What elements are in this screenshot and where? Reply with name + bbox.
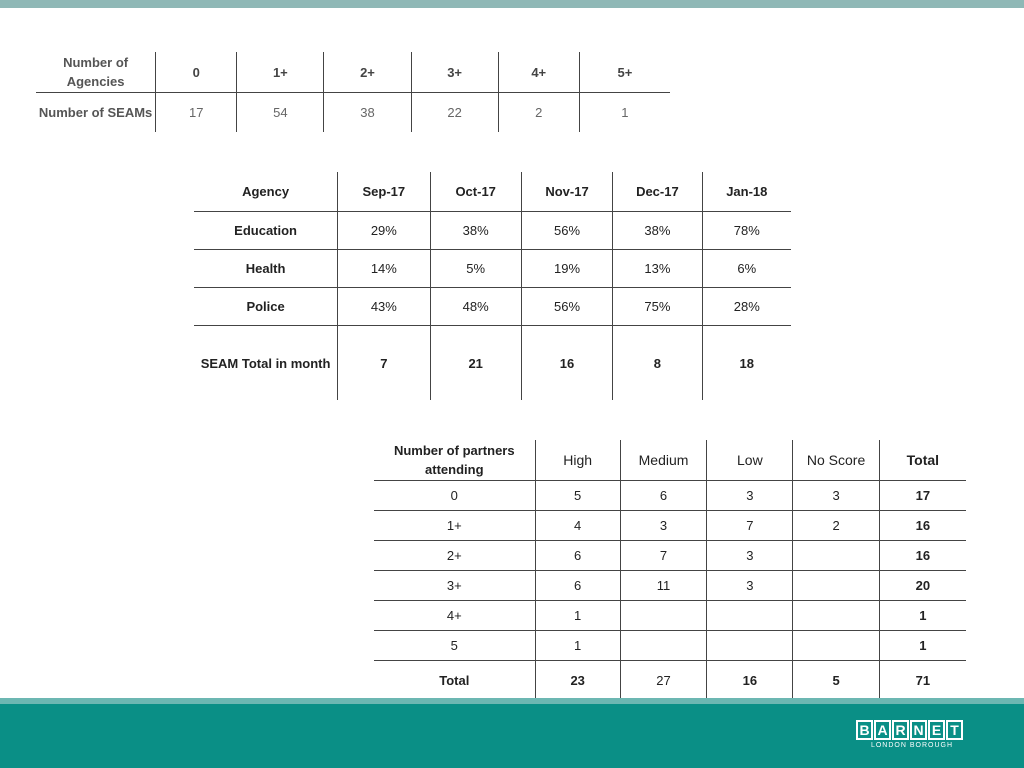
row-label: 5 [374, 631, 535, 661]
table-cell: 1 [879, 601, 966, 631]
table-row [374, 571, 966, 601]
table-cell: 56% [521, 212, 612, 250]
table-row [374, 541, 966, 571]
table-total-row [374, 661, 966, 700]
logo-letter: A [874, 720, 891, 740]
table-cell: 78% [702, 212, 791, 250]
table-cell: 17 [156, 93, 237, 133]
table-row [374, 601, 966, 631]
column-header: 5+ [579, 52, 670, 93]
row-header-agencies: Number of Agencies [36, 52, 156, 93]
logo-subtitle: LONDON BOROUGH [870, 742, 954, 749]
logo-letter: T [946, 720, 963, 740]
table-cell: 75% [613, 288, 702, 326]
column-header: Sep-17 [338, 172, 430, 212]
column-header: Nov-17 [521, 172, 612, 212]
table-row [374, 481, 966, 511]
table-cell: 4 [535, 511, 620, 541]
table-row [36, 52, 670, 93]
logo-letter: B [856, 720, 873, 740]
table-cell: 1 [579, 93, 670, 133]
table-cell: 8 [613, 326, 702, 401]
footer-divider [0, 698, 1024, 704]
row-header-seams: Number of SEAMs [38, 105, 153, 120]
column-header: 2+ [324, 52, 411, 93]
table-cell: 5 [535, 481, 620, 511]
row-label: 4+ [374, 601, 535, 631]
partners-score-table [374, 440, 966, 699]
column-header: Dec-17 [613, 172, 702, 212]
table-cell: 7 [338, 326, 430, 401]
row-label: Health [194, 250, 338, 288]
table-cell: 6 [620, 481, 706, 511]
table-cell: 1 [535, 631, 620, 661]
table-row [194, 250, 791, 288]
table-row [374, 511, 966, 541]
column-header: Number of partners attending [374, 440, 535, 481]
table-cell: 2 [793, 511, 879, 541]
table-cell: 3 [793, 481, 879, 511]
table-total-row [194, 326, 791, 401]
table-cell: 16 [879, 541, 966, 571]
agencies-seams-table [36, 52, 670, 132]
column-header: Agency [194, 172, 338, 212]
table-row [374, 631, 966, 661]
table-cell [620, 601, 706, 631]
column-header: 4+ [498, 52, 579, 93]
table-cell: 5 [793, 661, 879, 700]
column-header: Oct-17 [430, 172, 521, 212]
column-header: 3+ [411, 52, 498, 93]
table-cell: 7 [620, 541, 706, 571]
row-label: Police [194, 288, 338, 326]
table-cell [793, 601, 879, 631]
table-cell: 54 [237, 93, 324, 133]
table-row [194, 212, 791, 250]
table-cell: 17 [879, 481, 966, 511]
table-cell: 22 [411, 93, 498, 133]
row-label: Education [194, 212, 338, 250]
row-label: SEAM Total in month [200, 355, 331, 371]
table-cell: 3 [707, 541, 793, 571]
barnet-logo [856, 720, 968, 749]
table-cell: 38 [324, 93, 411, 133]
table-row [36, 93, 670, 133]
logo-letter: E [928, 720, 945, 740]
table-cell: 14% [338, 250, 430, 288]
table-cell: 1 [879, 631, 966, 661]
row-label: 2+ [374, 541, 535, 571]
top-band [0, 0, 1024, 8]
table-cell: 2 [498, 93, 579, 133]
column-header: 1+ [237, 52, 324, 93]
column-header: 0 [156, 52, 237, 93]
column-header: High [535, 440, 620, 481]
table-cell: 38% [430, 212, 521, 250]
table-cell: 3 [707, 571, 793, 601]
column-header: No Score [793, 440, 879, 481]
table-cell [793, 571, 879, 601]
table-cell: 28% [702, 288, 791, 326]
table-cell: 16 [521, 326, 612, 401]
table-cell: 5% [430, 250, 521, 288]
table-cell: 6 [535, 571, 620, 601]
column-header: Low [707, 440, 793, 481]
table-header-row [374, 440, 966, 481]
table-cell: 6% [702, 250, 791, 288]
table-cell: 43% [338, 288, 430, 326]
table-header-row [194, 172, 791, 212]
table-cell: 11 [620, 571, 706, 601]
table-cell: 13% [613, 250, 702, 288]
row-label: 0 [374, 481, 535, 511]
table-cell: 27 [620, 661, 706, 700]
table-cell: 48% [430, 288, 521, 326]
table-cell: 16 [707, 661, 793, 700]
logo-letter: R [892, 720, 909, 740]
table-cell [793, 631, 879, 661]
table-cell: 23 [535, 661, 620, 700]
table-row [194, 288, 791, 326]
table-cell: 71 [879, 661, 966, 700]
table-cell: 21 [430, 326, 521, 401]
table-cell: 7 [707, 511, 793, 541]
logo-letters [856, 720, 968, 740]
table-cell: 38% [613, 212, 702, 250]
table-cell: 3 [707, 481, 793, 511]
table-cell: 29% [338, 212, 430, 250]
table-cell: 18 [702, 326, 791, 401]
table-cell: 16 [879, 511, 966, 541]
table-cell [707, 601, 793, 631]
row-label: 3+ [374, 571, 535, 601]
table-cell: 6 [535, 541, 620, 571]
row-label: 1+ [374, 511, 535, 541]
logo-letter: N [910, 720, 927, 740]
row-label: Total [439, 672, 470, 688]
table-cell [620, 631, 706, 661]
agency-monthly-table [194, 172, 791, 400]
table-cell: 20 [879, 571, 966, 601]
table-cell [707, 631, 793, 661]
table-cell: 56% [521, 288, 612, 326]
column-header: Total [879, 440, 966, 481]
table-cell: 1 [535, 601, 620, 631]
table-cell: 3 [620, 511, 706, 541]
column-header: Medium [620, 440, 706, 481]
column-header: Jan-18 [702, 172, 791, 212]
table-cell [793, 541, 879, 571]
table-cell: 19% [521, 250, 612, 288]
